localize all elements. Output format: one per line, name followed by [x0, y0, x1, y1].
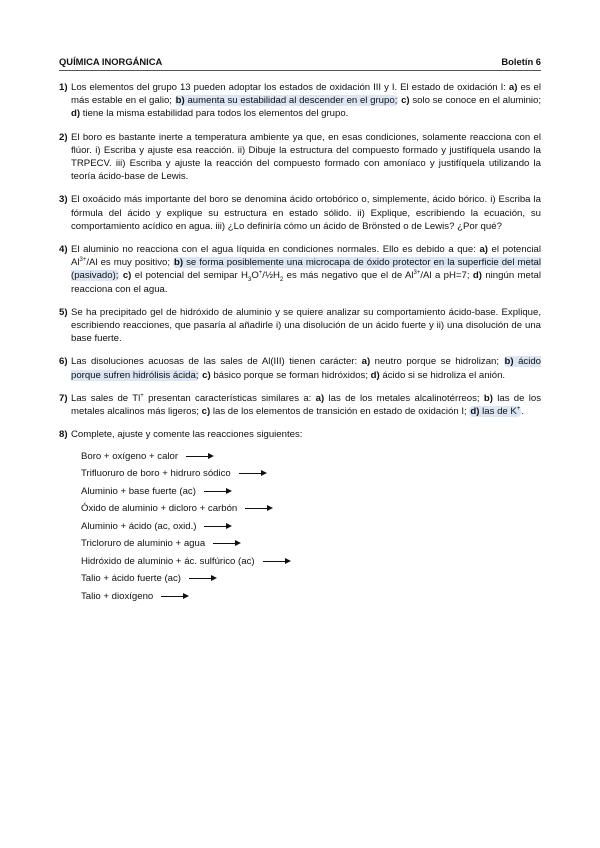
- question-text: Complete, ajuste y comente las reacciones siguientes:: [71, 429, 303, 441]
- subscript: 3: [247, 277, 252, 284]
- right-arrow-icon: [161, 592, 189, 600]
- reaction-text: Talio + dioxígeno: [81, 590, 154, 602]
- reaction-item: [81, 570, 541, 588]
- option-text: /½H: [262, 270, 280, 282]
- right-arrow-icon: [204, 522, 232, 530]
- right-arrow-icon: [186, 452, 214, 460]
- charge-superscript: 3+: [413, 270, 421, 277]
- option-label: d): [71, 108, 81, 120]
- reaction-item: [81, 447, 541, 465]
- question-text: Las disoluciones acuosas de las sales de Al(III) tienen carácter:: [71, 356, 358, 368]
- right-arrow-icon: [263, 557, 291, 565]
- question-7: [59, 392, 541, 418]
- question-5: [59, 306, 541, 346]
- question-text: Se ha precipitado gel de hidróxido de aluminio y se quiere analizar su comportamiento ácido-base. Explique, escribiendo reacciones, que pasaría al añadirle i) una disolución de un ácido fuerte y ii) una disolución de una base fuerte.: [71, 306, 541, 345]
- right-arrow-icon: [213, 540, 241, 548]
- option-d: ácido si se hidroliza el anión.: [382, 369, 506, 381]
- charge-superscript: +: [140, 392, 144, 399]
- option-text: el potencial Al: [71, 244, 541, 269]
- option-a: las de los metales alcalinotérreos;: [328, 392, 480, 404]
- question-number: 2): [59, 131, 68, 143]
- option-label: c): [401, 95, 410, 107]
- right-arrow-icon: [239, 470, 267, 478]
- reaction-text: Aluminio + base fuerte (ac): [81, 485, 196, 497]
- question-text: El aluminio no reacciona con el agua líquida en condiciones normales. Ello es debido a que:: [71, 244, 476, 256]
- option-c: [134, 270, 470, 284]
- option-label: d): [470, 406, 480, 418]
- highlighted-answer: [469, 406, 521, 417]
- option-c: solo se conoce en el aluminio;: [412, 95, 542, 107]
- question-text-part: Las sales de Tl: [71, 392, 141, 404]
- option-c: básico porque se forman hidróxidos;: [213, 369, 368, 381]
- course-title: QUÍMICA INORGÁNICA: [59, 56, 163, 67]
- subscript: 2: [279, 277, 284, 284]
- option-b: las de los metales alcalinos más ligeros;: [71, 392, 542, 418]
- bulletin-number: Boletín 6: [501, 56, 541, 67]
- reaction-text: Boro + oxígeno + calor: [81, 450, 179, 462]
- option-label: c): [202, 369, 211, 381]
- question-number: 1): [59, 82, 68, 93]
- option-d: ningún metal reacciona con el agua.: [71, 270, 541, 295]
- option-label: a): [361, 356, 371, 368]
- option-b: ácido porque sufren hidrólisis ácida;: [71, 356, 541, 381]
- question-number: 4): [59, 244, 68, 256]
- reaction-text: Aluminio + ácido (ac, oxid.): [81, 520, 197, 532]
- reaction-text: Trifluoruro de boro + hidruro sódico: [81, 468, 231, 480]
- charge-superscript: 3+: [79, 257, 87, 264]
- question-6: [59, 355, 541, 381]
- option-label: a): [508, 82, 518, 93]
- option-text: el potencial del semipar H: [134, 270, 248, 282]
- reaction-item: [81, 465, 541, 483]
- question-text: Los elementos del grupo 13 pueden adoptar los estados de oxidación III y I. El estado de oxidación I:: [71, 82, 506, 93]
- option-label: c): [201, 406, 211, 418]
- charge-superscript: +: [258, 270, 263, 277]
- option-a: es el más estable en el galio;: [71, 82, 542, 107]
- option-label: d): [370, 369, 380, 381]
- question-2: [59, 131, 541, 184]
- option-d: [482, 406, 520, 417]
- question-number: 8): [59, 429, 68, 441]
- option-a: neutro porque se hidrolizan;: [374, 356, 500, 368]
- option-label: a): [479, 244, 488, 256]
- page-header: [59, 56, 541, 71]
- reaction-text: Hidróxido de aluminio + ác. sulfúrico (ac): [81, 555, 255, 567]
- document-page: [59, 56, 541, 605]
- reaction-text: Tricloruro de aluminio + agua: [81, 538, 206, 550]
- question-number: 6): [59, 356, 68, 368]
- reaction-text: Talio + ácido fuerte (ac): [81, 573, 181, 585]
- charge-superscript: +: [516, 405, 521, 412]
- reaction-text: Óxido de aluminio + dicloro + carbón: [81, 503, 238, 515]
- option-label: a): [315, 392, 325, 404]
- question-4: [59, 243, 541, 296]
- option-d: tiene la misma estabilidad para todos los elementos del grupo.: [82, 108, 349, 120]
- option-label: c): [122, 270, 132, 282]
- option-label: b): [174, 257, 184, 269]
- option-label: b): [483, 392, 493, 404]
- option-text: O: [251, 270, 259, 282]
- sentence-end: .: [521, 406, 524, 418]
- question-number: 3): [59, 194, 68, 206]
- option-b: aumenta su estabilidad al descender en el grupo;: [187, 95, 398, 107]
- question-number: 5): [59, 306, 68, 318]
- option-label: b): [175, 95, 185, 107]
- option-text: /Al es muy positivo;: [86, 257, 171, 269]
- right-arrow-icon: [204, 487, 232, 495]
- question-3: [59, 193, 541, 233]
- option-text: las de K: [482, 406, 517, 418]
- question-8: [59, 428, 541, 605]
- reaction-item: [81, 587, 541, 605]
- option-label: d): [472, 270, 482, 282]
- reaction-item: [81, 517, 541, 535]
- right-arrow-icon: [189, 575, 217, 583]
- reaction-item: [81, 552, 541, 570]
- reaction-item: [81, 482, 541, 500]
- question-1: [59, 81, 541, 121]
- reaction-item: [81, 535, 541, 553]
- option-label: b): [504, 356, 514, 368]
- right-arrow-icon: [245, 505, 273, 513]
- option-b: se forma posiblemente una microcapa de óxido protector en la superficie del metal (pasivado);: [71, 257, 541, 282]
- question-text-part: presentan características similares a:: [148, 392, 312, 404]
- question-text: [71, 393, 311, 404]
- option-c: las de los elementos de transición en estado de oxidación I;: [212, 406, 467, 418]
- question-text: El oxoácido más importante del boro se denomina ácido ortobórico o, simplemente, ácido bórico. i) Escriba la fórmula del ácido y explique su estructura en estado sólido. ii) Explique, escribiendo la ecuación, su comportamiento acídico en agua. iii) ¿Lo definiría cómo un ácido de Brönsted o de Lewis? ¿Por qué?: [71, 194, 541, 232]
- reaction-list: [81, 447, 541, 605]
- option-text: /Al a pH=7;: [420, 270, 470, 282]
- highlighted-answer: [175, 95, 399, 106]
- reaction-item: [81, 500, 541, 518]
- question-number: 7): [59, 392, 68, 404]
- question-text: El boro es bastante inerte a temperatura ambiente ya que, en esas condiciones, solamente reacciona con el flúor. i) Escriba y ajuste esa reacción. ii) Dibuje la estructura del compuesto formado y justifíquela usando la TRPECV. iii) Escriba y ajuste la reacción del compuesto formado con amoníaco y justifíquela utilizando la teoría ácido-base de Lewis.: [71, 131, 541, 183]
- option-text: es más negativo que el de Al: [286, 270, 414, 282]
